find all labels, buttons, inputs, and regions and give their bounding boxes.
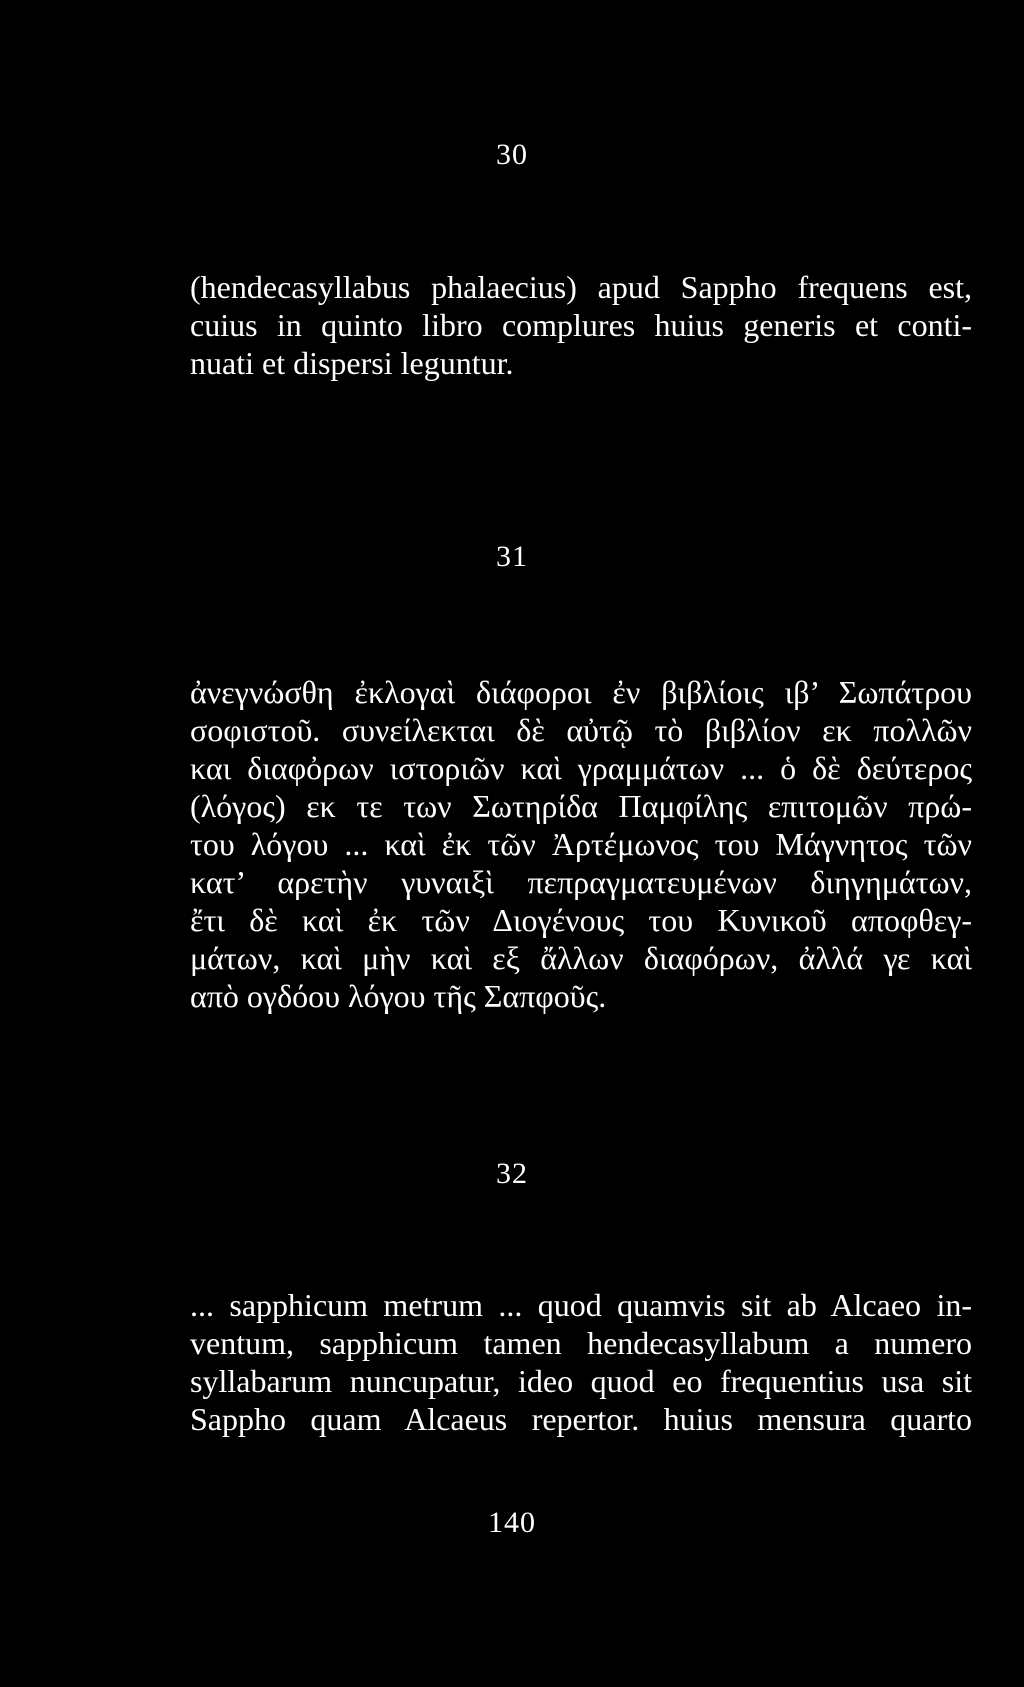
text-line: nuati et dispersi leguntur.: [190, 345, 514, 381]
text-line: ἀνεγνώσθη ἐκλογαὶ διάφοροι ἐν βιβλίοις ιβ’ Σωπάτρου: [190, 674, 972, 710]
section-30-text: [190, 268, 972, 382]
text-line: (λόγος) εκ τε των Σωτηρίδα Παμφίλης επιτομῶν πρώ-: [190, 788, 972, 824]
text-line: και διαφὀρων ιστοριῶν καὶ γραμμάτων ... ὁ δὲ δεύτερος: [190, 750, 972, 786]
text-line: ventum, sapphicum tamen hendecasyllabum a numero: [190, 1325, 972, 1361]
text-line: cuius in quinto libro complures huius generis et conti-: [190, 307, 972, 343]
text-line: ... sapphicum metrum ... quod quamvis sit ab Alcaeo in-: [190, 1287, 972, 1323]
section-32-text: [190, 1286, 972, 1438]
section-31-text: [190, 673, 972, 1015]
text-line: μάτων, καὶ μὴν καὶ εξ ἄλλων διαφόρων, ἀλλά γε καὶ: [190, 940, 972, 976]
text-line: syllabarum nuncupatur, ideo quod eo frequentius usa sit: [190, 1363, 972, 1399]
text-line: σοφιστοῦ. συνείλεκται δὲ αὐτῷ τὸ βιβλίον εκ πολλῶν: [190, 712, 972, 748]
section-number-31: 31: [496, 540, 528, 573]
page-folio: 140: [488, 1506, 536, 1539]
text-line: ἔτι δὲ καὶ ἐκ τῶν Διογένους του Κυνικοῦ αποφθεγ-: [190, 902, 972, 938]
text-line: του λόγου ... καὶ ἐκ τῶν Ἀρτέμωνος του Μάγνητος τῶν: [190, 826, 972, 862]
text-line: κατ’ αρετὴν γυναιξὶ πεπραγματευμένων διηγημάτων,: [190, 864, 972, 900]
section-number-32: 32: [496, 1157, 528, 1190]
text-line: απὸ ογδόου λόγου τῆς Σαπφοῦς.: [190, 978, 607, 1014]
text-line: Sappho quam Alcaeus repertor. huius mensura quarto: [190, 1401, 972, 1437]
section-number-30: 30: [496, 138, 528, 171]
text-line: (hendecasyllabus phalaecius) apud Sappho frequens est,: [190, 269, 972, 305]
